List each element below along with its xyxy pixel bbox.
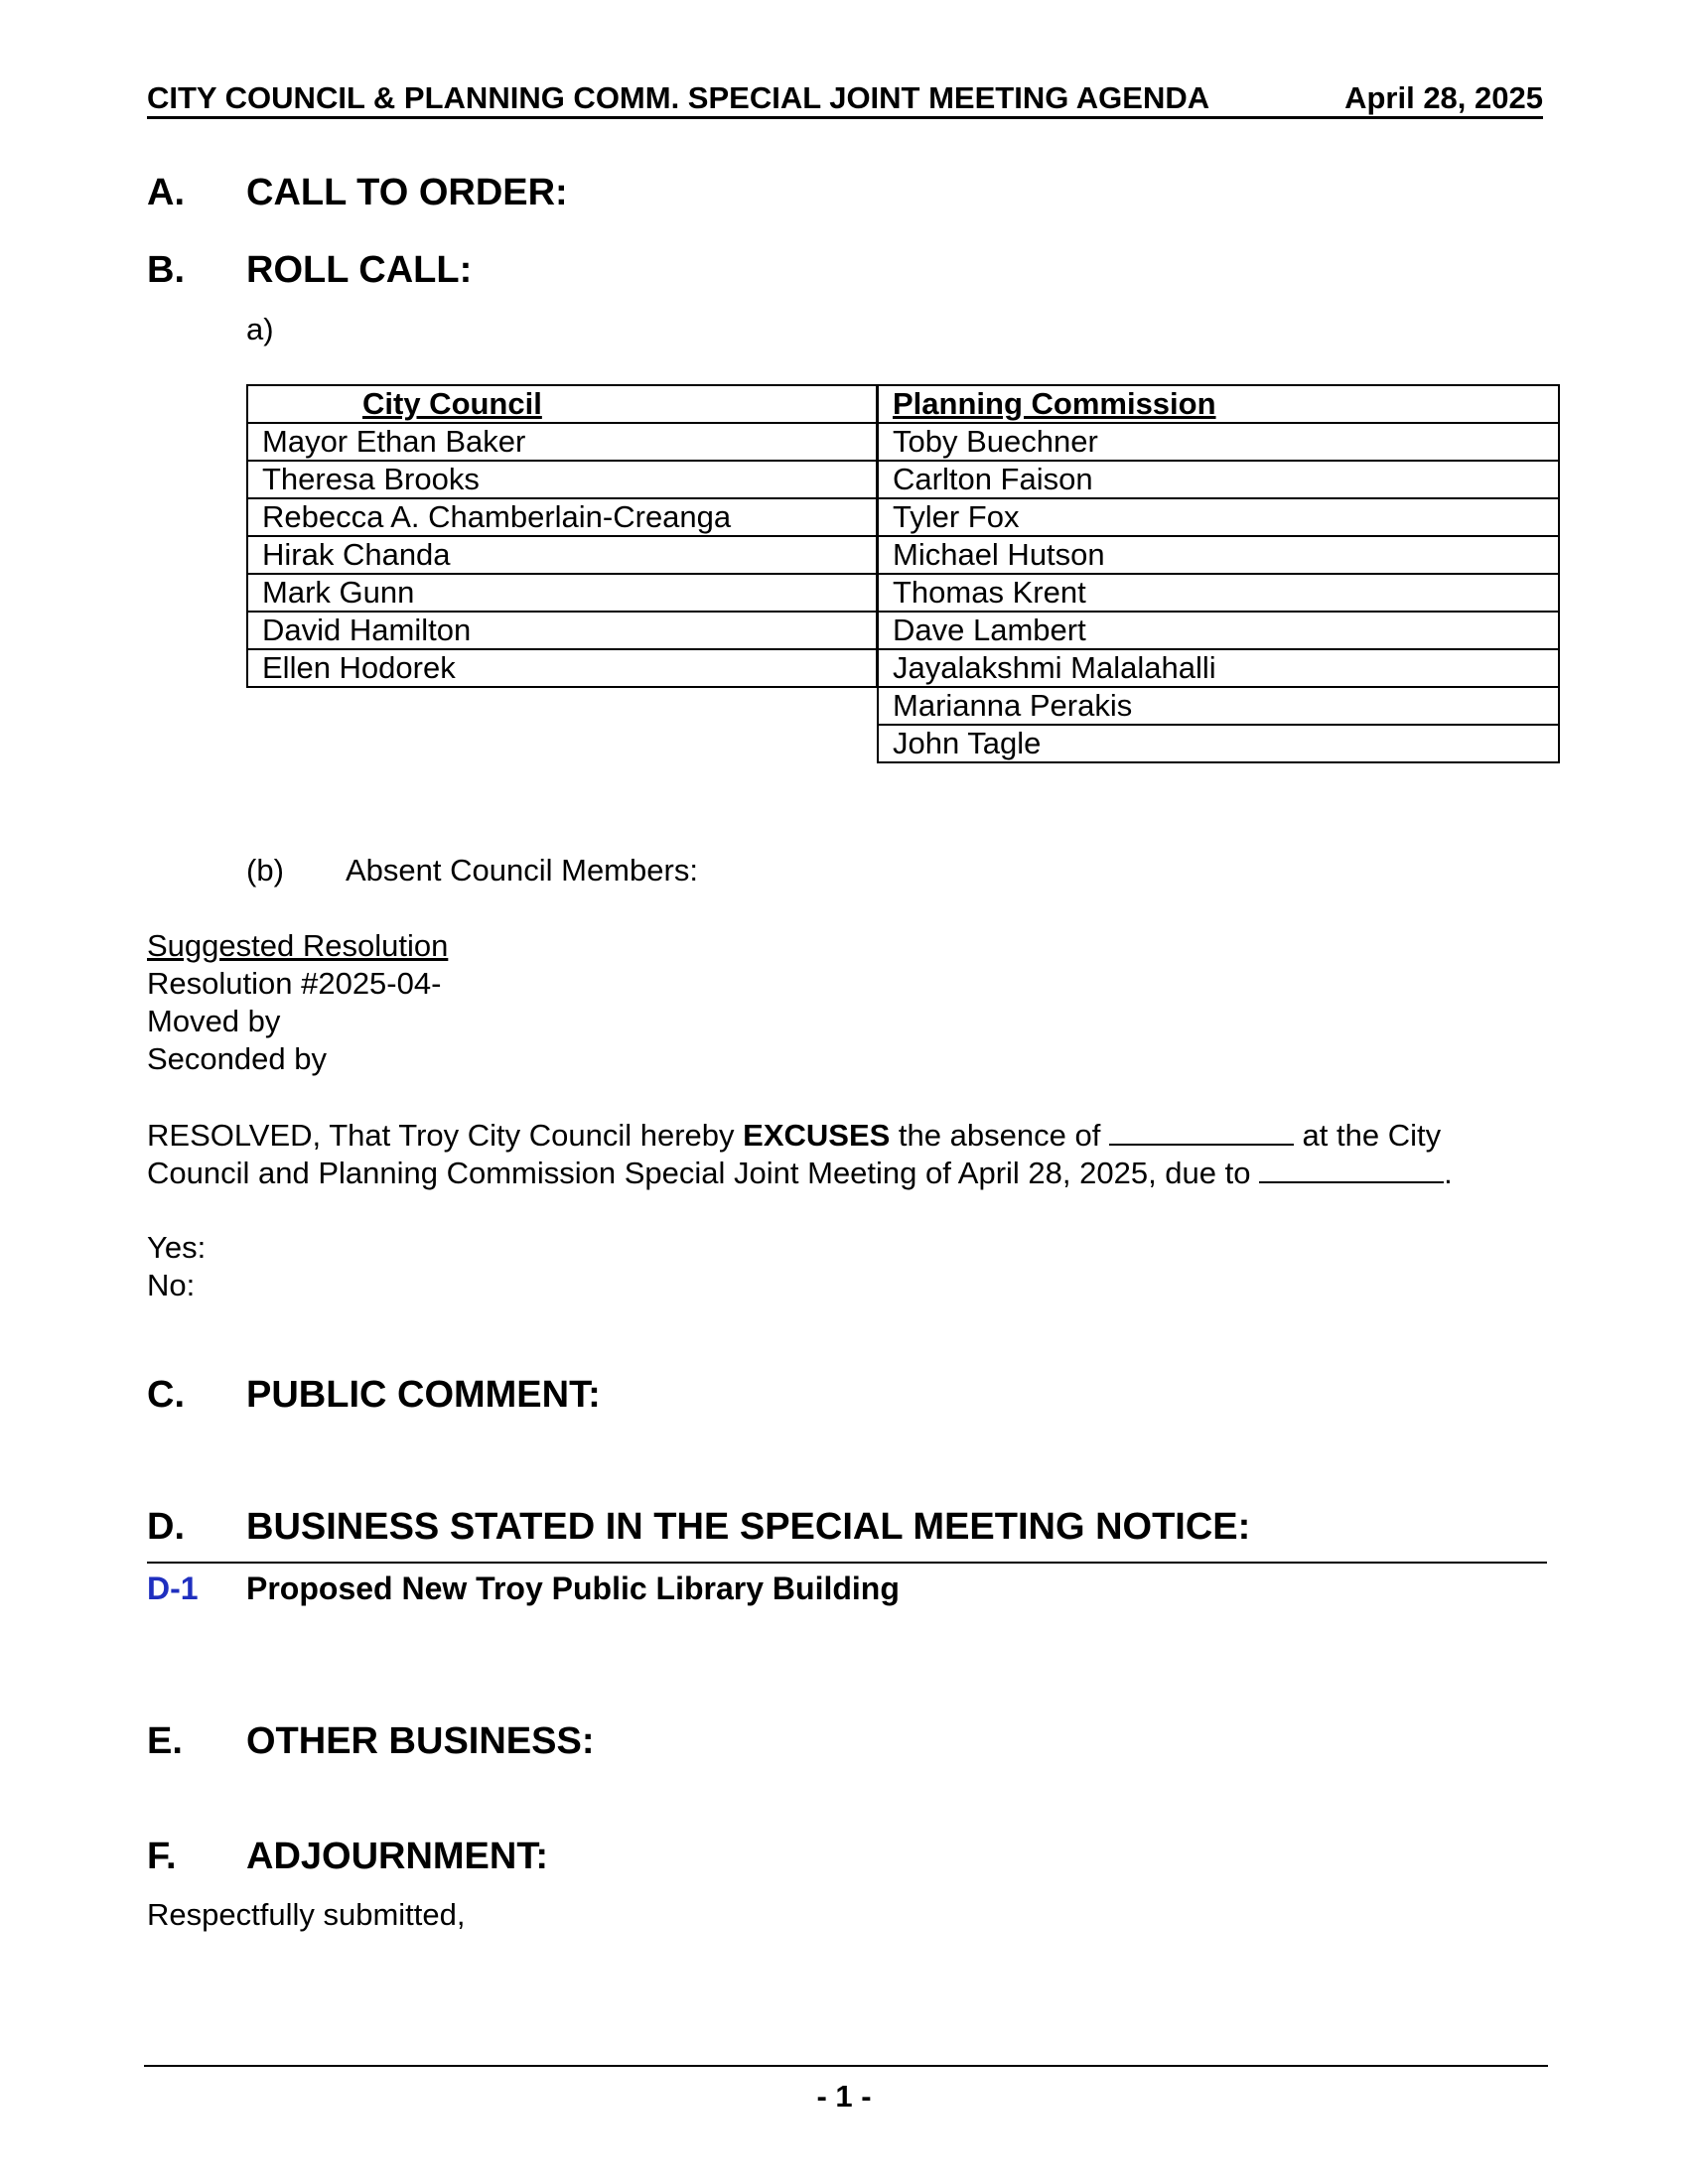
resolution-text-line-1: RESOLVED, That Troy City Council hereby EXCUSES the absence of at the City — [147, 1118, 1442, 1153]
council-member: David Hamilton — [247, 612, 877, 649]
planning-member: Michael Hutson — [878, 536, 1559, 574]
page-header — [147, 77, 1543, 119]
section-d-rule — [147, 1562, 1547, 1564]
council-member: Mark Gunn — [247, 574, 877, 612]
absence-name-blank — [1109, 1116, 1294, 1146]
resolution-moved: Moved by — [147, 1004, 281, 1038]
footer-rule — [144, 2065, 1548, 2067]
header-date: April 28, 2025 — [1344, 80, 1543, 115]
resolution-heading: Suggested Resolution — [147, 928, 449, 963]
city-council-header: City Council — [247, 385, 877, 423]
section-d-letter: D. — [147, 1506, 185, 1548]
council-member: Ellen Hodorek — [247, 649, 877, 687]
resolution-text-line-2: Council and Planning Commission Special Joint Meeting of April 28, 2025, due to . — [147, 1156, 1453, 1190]
planning-member: Jayalakshmi Malalahalli — [878, 649, 1559, 687]
business-item-title: Proposed New Troy Public Library Building — [246, 1570, 900, 1606]
section-c-letter: C. — [147, 1374, 185, 1416]
business-item-code: D-1 — [147, 1570, 199, 1606]
planning-member: Tyler Fox — [878, 498, 1559, 536]
planning-member: John Tagle — [878, 725, 1559, 762]
section-e-title: OTHER BUSINESS: — [246, 1720, 595, 1762]
council-member: Hirak Chanda — [247, 536, 877, 574]
planning-member: Thomas Krent — [878, 574, 1559, 612]
council-member: Mayor Ethan Baker — [247, 423, 877, 461]
resolution-number: Resolution #2025-04- — [147, 966, 442, 1001]
section-d-title: BUSINESS STATED IN THE SPECIAL MEETING NOTICE: — [246, 1506, 1251, 1548]
council-member: Theresa Brooks — [247, 461, 877, 498]
header-title: CITY COUNCIL & PLANNING COMM. SPECIAL JOINT MEETING AGENDA — [147, 80, 1210, 115]
planning-commission-header: Planning Commission — [878, 385, 1559, 423]
excuses-word: EXCUSES — [743, 1118, 891, 1153]
planning-member: Marianna Perakis — [878, 687, 1559, 725]
planning-commission-table — [877, 384, 1560, 763]
city-council-table — [246, 384, 878, 688]
absence-reason-blank — [1259, 1154, 1444, 1183]
roll-call-sub-b: (b) — [246, 853, 284, 887]
resolution-seconded: Seconded by — [147, 1041, 327, 1076]
section-a-letter: A. — [147, 172, 185, 213]
section-b-title: ROLL CALL: — [246, 249, 473, 291]
section-b-letter: B. — [147, 249, 185, 291]
section-a-title: CALL TO ORDER: — [246, 172, 568, 213]
planning-member: Toby Buechner — [878, 423, 1559, 461]
section-c-title: PUBLIC COMMENT: — [246, 1374, 601, 1416]
planning-member: Dave Lambert — [878, 612, 1559, 649]
absent-members-label: Absent Council Members: — [346, 853, 698, 887]
vote-yes: Yes: — [147, 1230, 207, 1265]
vote-no: No: — [147, 1268, 196, 1302]
planning-member: Carlton Faison — [878, 461, 1559, 498]
section-f-letter: F. — [147, 1836, 177, 1877]
section-e-letter: E. — [147, 1720, 183, 1762]
council-member: Rebecca A. Chamberlain-Creanga — [247, 498, 877, 536]
section-f-title: ADJOURNMENT: — [246, 1836, 548, 1877]
closing-text: Respectfully submitted, — [147, 1897, 466, 1932]
roll-call-sub-a: a) — [246, 312, 274, 346]
page-number: - 1 - — [816, 2079, 872, 2114]
